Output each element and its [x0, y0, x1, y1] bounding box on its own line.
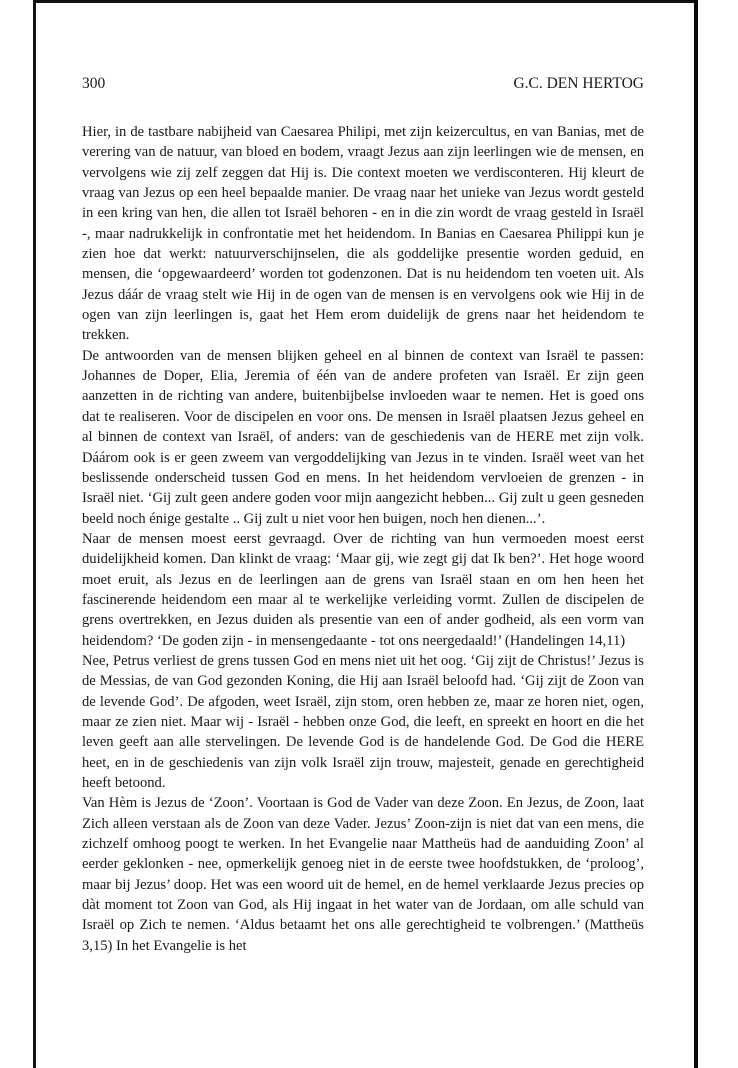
body-text [82, 122, 644, 956]
paragraph: Nee, Petrus verliest de grens tussen God en mens niet uit het oog. ‘Gij zijt de Christus!’ Jezus is de Messias, de van God gezonden Koning, die Hij aan Israël beloofd had. ‘Gij zijt de Zoon van de levende God’. De afgoden, weet Israël, zijn stom, oren hebben ze, maar ze horen niet, ogen, maar ze zien niet. Maar wij - Israël - hebben onze God, die leeft, en spreekt en hoort en die het leven geeft aan alle stervelingen. De levende God is de handelende God. De God die HERE heet, en in de geschiedenis van zijn volk Israël zijn trouw, majesteit, genade en gerechtigheid heeft betoond. [82, 652, 644, 791]
paragraph: Van Hèm is Jezus de ‘Zoon’. Voortaan is God de Vader van deze Zoon. En Jezus, de Zoon, laat Zich alleen verstaan als de Zoon van deze Vader. Jezus’ Zoon-zijn is niet dat van een mens, die zichzelf omhoog poogt te werken. In het Evangelie naar Mattheüs had de aanduiding Zoon’ al eerder geklonken - nee, opmerkelijk genoeg niet in de eerste twee hoofdstukken, de ‘proloog’, maar bij Jezus’ doop. Het was een woord uit de hemel, en de hemel verklaarde Jezus precies op dàt moment tot Zoon van God, als Hij ingaat in het water van de Jordaan, om alle schuld van Israël op Zich te nemen. ‘Aldus betaamt het ons alle gerechtigheid te volbrengen.’ (Mattheüs 3,15) In het Evangelie is het [82, 795, 644, 954]
page-number: 300 [82, 75, 106, 92]
scan-border-left [33, 0, 36, 1068]
running-head-author: G.C. DEN HERTOG [513, 75, 644, 92]
paragraph: De antwoorden van de mensen blijken geheel en al binnen de context van Israël te passen: Johannes de Doper, Elia, Jeremia of één van de andere profeten van Israël. Er zijn geen aanzetten in de richting van andere, buitenbijbelse invloeden waar te nemen. Het is goed ons dat te realiseren. Voor de discipelen en voor ons. De mensen in Israël plaatsen Jezus geheel en al binnen de context van Israël, of anders: van de geschiedenis van de HERE met zijn volk. Dáárom ook is er geen zweem van vergoddelijking van Jezus in te vinden. Israël weet van het beslissende onderscheid tussen God en mens. In het heidendom vervloeien de grenzen - in Israël niet. ‘Gij zult geen andere goden voor mijn aangezicht hebben... Gij zult u geen gesneden beeld noch énige gestalte .. Gij zult u niet voor hen buigen, noch hen dienen...’. [82, 347, 644, 527]
paragraph: Naar de mensen moest eerst gevraagd. Over de richting van hun vermoeden moest eerst duidelijkheid komen. Dan klinkt de vraag: ‘Maar gij, wie zegt gij dat Ik ben?’. Het hoge woord moet eruit, als Jezus en de leerlingen aan de grens van Israël staan en om hen heen het fascinerende heidendom een maar al te werkelijke verleiding vormt. Zullen de discipelen de grens overtrekken, en Jezus duiden als presentie van een of ander godheid, als een vorm van heidendom? ‘De goden zijn - in mensengedaante - tot ons neergedaald!’ (Handelingen 14,11) [82, 530, 644, 649]
running-header [82, 74, 644, 94]
scan-border-right [694, 0, 698, 1068]
paragraph: Hier, in de tastbare nabijheid van Caesarea Philipi, met zijn keizercultus, en van Banias, met de verering van de natuur, van bloed en bodem, vraagt Jezus aan zijn leerlingen wie de mensen, en vervolgens wie zij zelf zeggen dat Hij is. Die context moeten we verdisconteren. Hij kleurt de vraag van Jezus op een heel bepaalde manier. De vraag naar het unieke van Jezus wordt gesteld in een kring van hen, die allen tot Israël behoren - en in die zin wordt de vraag gesteld ìn Israël -, maar nadrukkelijk in confrontatie met het heidendom. In Banias en Caesarea Philippi kun je zien hoe dat werkt: natuurverschijnselen, die als goddelijke presentie worden geduid, en mensen, die ‘opgewaardeerd’ worden tot godenzonen. Dat is nu heidendom ten voeten uit. Als Jezus dáár de vraag stelt wie Hij in de ogen van de mensen is en vervolgens ook wie Hij in de ogen van zijn leerlingen is, gaat het Hem erom duidelijk de grens naar het heidendom te trekken. [82, 124, 644, 344]
scan-border-top [34, 0, 696, 3]
book-page [82, 74, 644, 956]
